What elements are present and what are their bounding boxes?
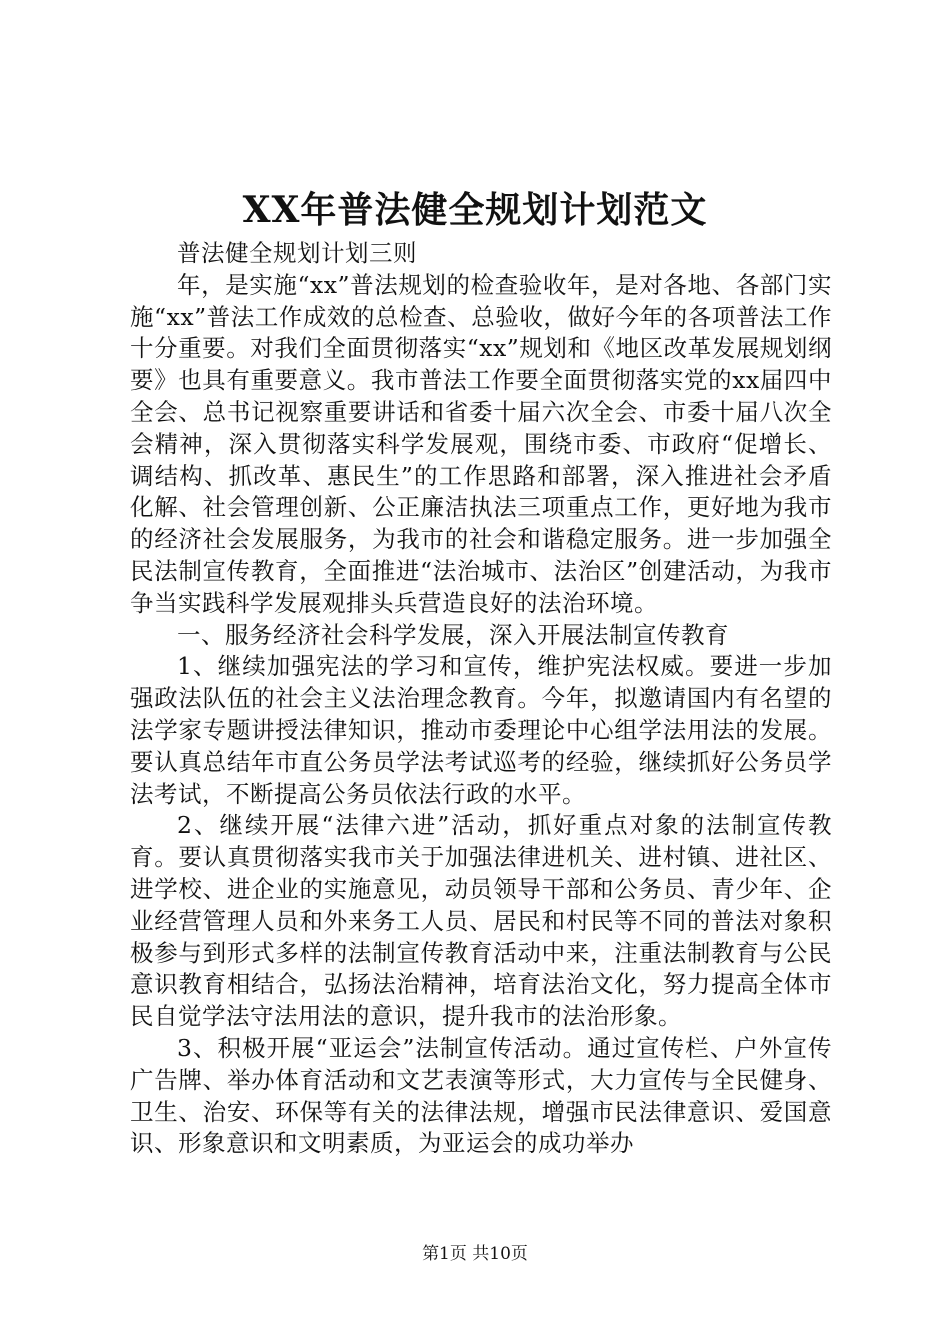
document-title: XX年普法健全规划计划范文 [242, 189, 708, 231]
paragraph-item-1: 1、继续加强宪法的学习和宣传，维护宪法权威。要进一步加强政法队伍的社会主义法治理念教育。今年，拟邀请国内有名望的法学家专题讲授法律知识，推动市委理论中心组学法用法的发展。要认真总结年市直公务员学法考试巡考的经验，继续抓好公务员学法考试，不断提高公务员依法行政的水平。 [130, 652, 832, 808]
paragraph-intro: 年，是实施“xx”普法规划的检查验收年，是对各地、各部门实施“xx”普法工作成效的总检查、总验收，做好今年的各项普法工作十分重要。对我们全面贯彻落实“xx”规划和《地区改革发展规划纲要》也具有重要意义。我市普法工作要全面贯彻落实党的xx届四中全会、总书记视察重要讲话和省委十届六次全会、市委十届八次全会精神，深入贯彻落实科学发展观，围绕市委、市政府“促增长、调结构、抓改革、惠民生”的工作思路和部署，深入推进社会矛盾化解、社会管理创新、公正廉洁执法三项重点工作，更好地为我市的经济社会发展服务，为我市的社会和谐稳定服务。进一步加强全民法制宣传教育，全面推进“法治城市、法治区”创建活动，为我市争当实践科学发展观排头兵营造良好的法治环境。 [130, 270, 832, 617]
paragraph-item-3: 3、积极开展“亚运会”法制宣传活动。通过宣传栏、户外宣传广告牌、举办体育活动和文艺表演等形式，大力宣传与全民健身、卫生、治安、环保等有关的法律法规，增强市民法律意识、爱国意识、形象意识和文明素质，为亚运会的成功举办 [130, 1033, 832, 1158]
section-heading-1: 一、服务经济社会科学发展，深入开展法制宣传教育 [177, 620, 729, 649]
paragraph-item-2: 2、继续开展“法律六进”活动，抓好重点对象的法制宣传教育。要认真贯彻落实我市关于加强法律进机关、进村镇、进社区、进学校、进企业的实施意见，动员领导干部和公务员、青少年、企业经营管理人员和外来务工人员、居民和村民等不同的普法对象积极参与到形式多样的法制宣传教育活动中来，注重法制教育与公民意识教育相结合，弘扬法治精神，培育法治文化，努力提高全体市民自觉学法守法用法的意识，提升我市的法治形象。 [130, 811, 832, 1031]
paragraph-subtitle: 普法健全规划计划三则 [177, 239, 417, 267]
document-body [130, 238, 832, 1160]
page-footer: 第1页 共10页 [422, 1244, 528, 1264]
